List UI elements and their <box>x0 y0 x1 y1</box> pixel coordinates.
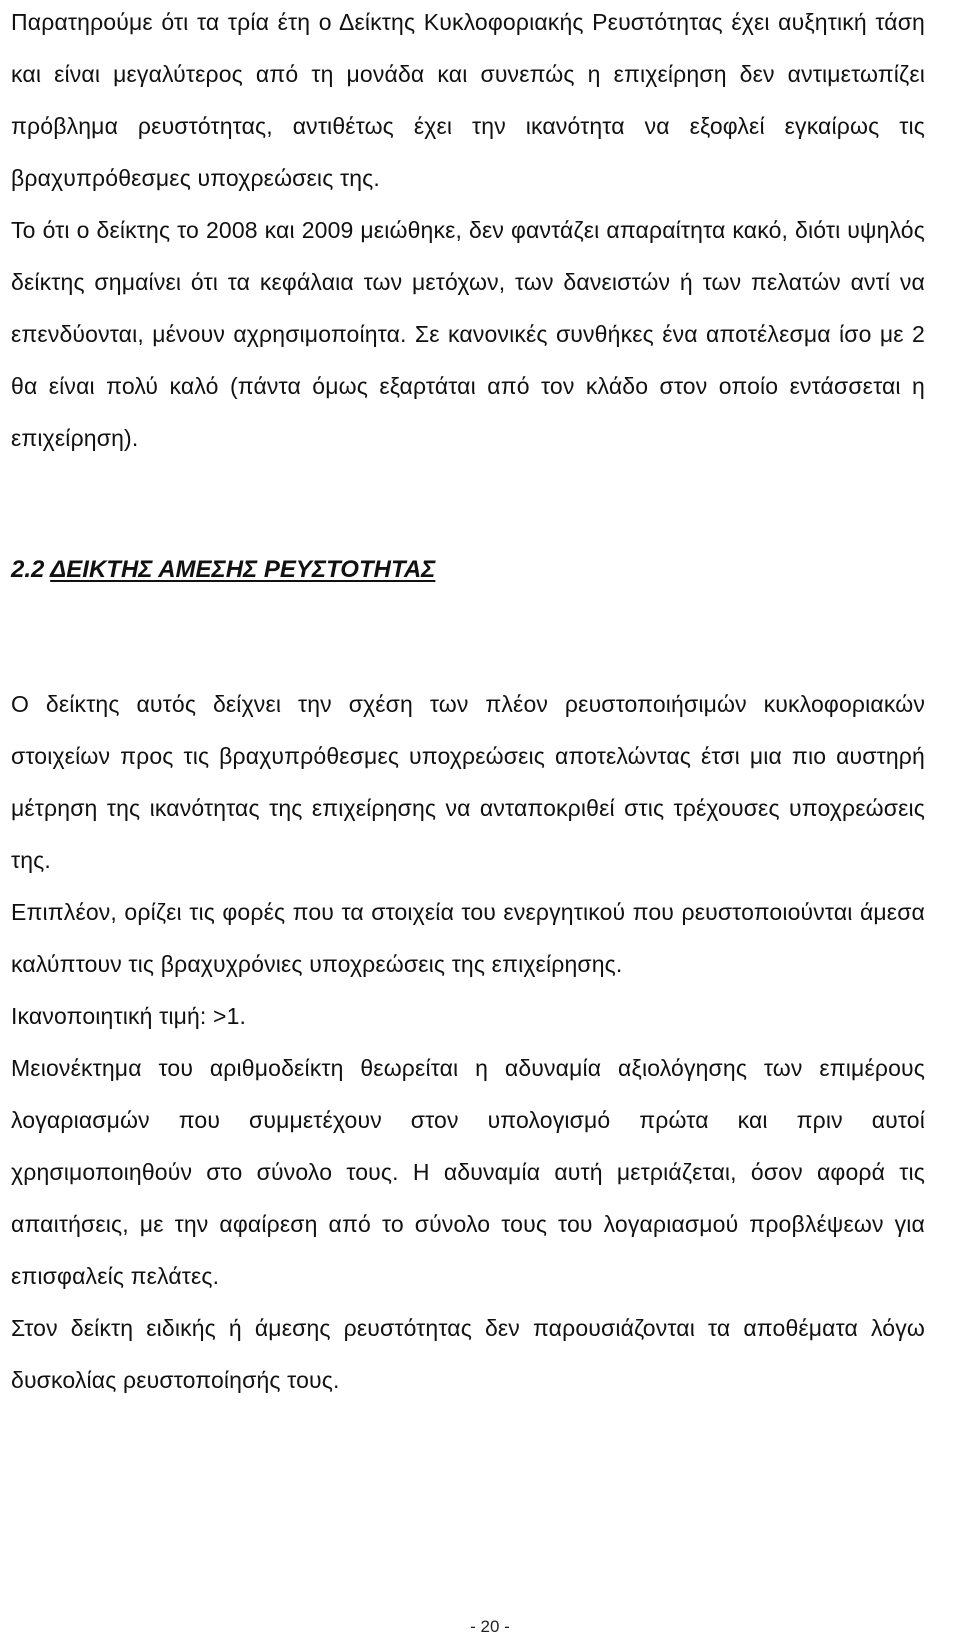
paragraph-satisfactory-value: Ικανοποιητική τιμή: >1. <box>11 1003 247 1029</box>
section-title: ΔΕΙΚΤΗΣ ΑΜΕΣΗΣ ΡΕΥΣΤΟΤΗΤΑΣ <box>50 556 436 583</box>
section-number: 2.2 <box>11 556 45 583</box>
paragraph-current-ratio-trend: Παρατηρούμε ότι τα τρία έτη ο Δείκτης Κυκλοφοριακής Ρευστότητας έχει αυξητική τάση και είναι μεγαλύτερος από τη μονάδα και συνεπώς η επιχείρηση δεν αντιμετωπίζει πρόβλημα ρευστότητας, αντιθέτως έχει την ικανότητα να εξοφλεί εγκαίρως τις βραχυπρόθεσμες υποχρεώσεις της. <box>11 9 925 191</box>
paragraph-quick-ratio-definition: Ο δείκτης αυτός δείχνει την σχέση των πλέον ρευστοποιήσιμών κυκλοφοριακών στοιχείων προς τις βραχυπρόθεσμες υποχρεώσεις αποτελώντας έτσι μια πιο αυστηρή μέτρηση της ικανότητας της επιχείρησης να ανταποκριθεί στις τρέχουσες υποχρεώσεις της. <box>11 691 925 873</box>
paragraph-inventories-excluded: Στον δείκτη ειδικής ή άμεσης ρευστότητας δεν παρουσιάζονται τα αποθέματα λόγω δυσκολίας ρευστοποίησής τους. <box>11 1315 925 1393</box>
page-number: - 20 - <box>470 1617 510 1636</box>
paragraph-quick-ratio-coverage: Επιπλέον, ορίζει τις φορές που τα στοιχεία του ενεργητικού που ρευστοποιούνται άμεσα καλύπτουν τις βραχυχρόνιες υποχρεώσεις της επιχείρησης. <box>11 899 925 977</box>
paragraph-disadvantage: Μειονέκτημα του αριθμοδείκτη θεωρείται η αδυναμία αξιολόγησης των επιμέρους λογαριασμών που συμμετέχουν στον υπολογισμό πρώτα και πριν αυτοί χρησιμοποιηθούν στο σύνολο τους. Η αδυναμία αυτή μετριάζεται, όσον αφορά τις απαιτήσεις, με την αφαίρεση από το σύνολο τους του λογαριασμού προβλέψεων για επισφαλείς πελάτες. <box>11 1055 925 1289</box>
section-heading <box>11 544 925 596</box>
paragraph-ratio-decrease: Το ότι ο δείκτης το 2008 και 2009 μειώθηκε, δεν φαντάζει απαραίτητα κακό, διότι υψηλός δείκτης σημαίνει ότι τα κεφάλαια των μετόχων, των δανειστών ή των πελατών αντί να επενδύονται, μένουν αχρησιμοποίητα. Σε κανονικές συνθήκες ένα αποτέλεσμα ίσο με 2 θα είναι πολύ καλό (πάντα όμως εξαρτάται από τον κλάδο στον οποίο εντάσσεται η επιχείρηση). <box>11 217 925 451</box>
